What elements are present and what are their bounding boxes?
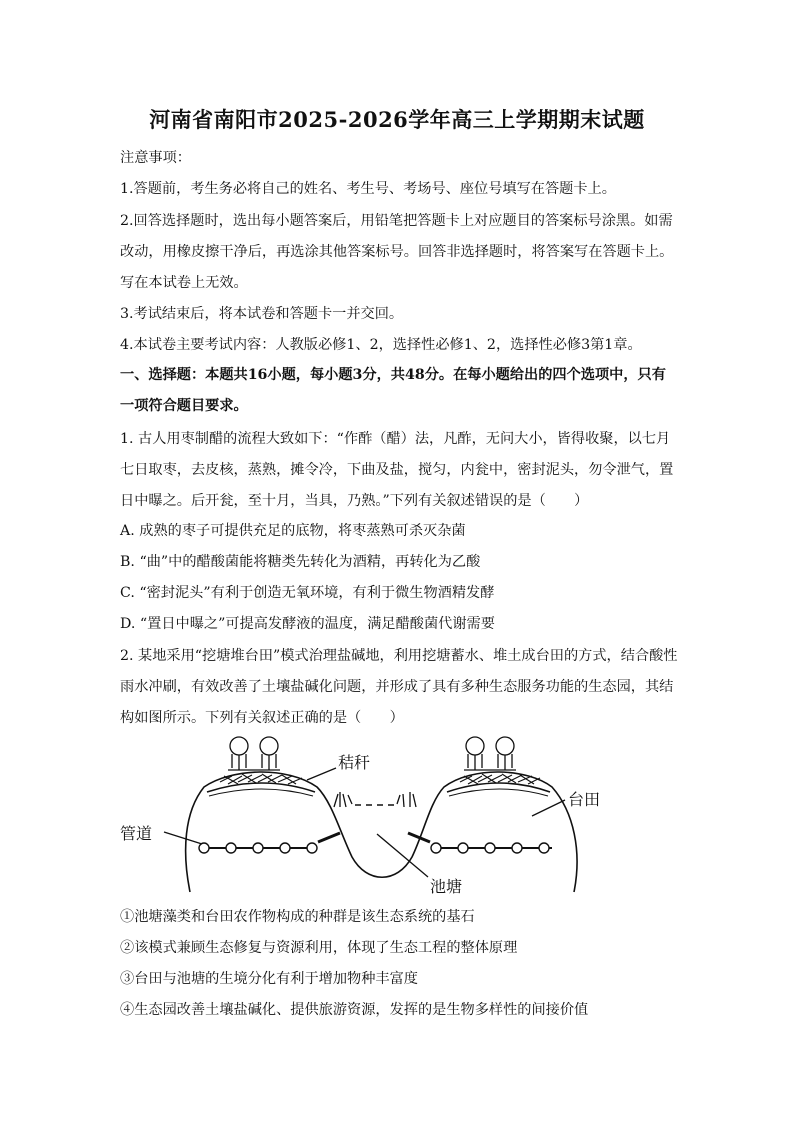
q2-stem: 构如图所示。下列有关叙述正确的是（ ）	[120, 710, 404, 726]
straw-layer	[449, 789, 548, 796]
notice-item: 3.考试结束后，将本试卷和答题卡一并交回。	[120, 306, 404, 322]
leader-lines	[164, 768, 565, 877]
label-pipe: 管道	[120, 824, 153, 843]
q1-stem: 七日取枣，去皮核，蒸熟，摊令冷，下曲及盐，搅匀，内瓮中，密封泥头，勿令泄气，置	[120, 462, 674, 478]
q1-option-c: C. “密封泥头”有利于创造无氧环境，有利于微生物酒精发酵	[120, 585, 495, 601]
straw-layer	[207, 783, 315, 792]
q2-statement-3: ③台田与池塘的生境分化有利于增加物种丰富度	[120, 971, 418, 987]
label-pond: 池塘	[430, 877, 463, 896]
q1-option-b: B. “曲”中的醋酸菌能将糖类先转化为酒精，再转化为乙酸	[120, 554, 481, 570]
q2-statement-4: ④生态园改善土壤盐碱化、提供旅游资源，发挥的是生物多样性的间接价值	[120, 1002, 589, 1018]
notice-heading: 注意事项：	[120, 150, 191, 166]
q1-option-a: A. 成熟的枣子可提供充足的底物，将枣蒸熟可杀灭杂菌	[120, 523, 466, 539]
section-heading-cont: 一项符合题目要求。	[120, 398, 248, 414]
pond-platform-diagram	[112, 732, 632, 897]
straw-layer	[209, 789, 313, 796]
notice-item: 写在本试卷上无效。	[120, 275, 248, 291]
notice-item: 1.答题前，考生务必将自己的姓名、考生号、考场号、座位号填写在答题卡上。	[120, 181, 616, 197]
tree-icons-right	[464, 737, 516, 770]
q1-stem: 1. 古人用枣制醋的流程大致如下：“作酢（醋）法，凡酢，无问大小，皆得收聚，以七月	[120, 431, 671, 447]
notice-item: 2.回答选择题时，选出每小题答案后，用铅笔把答题卡上对应题目的答案标号涂黑。如需	[120, 213, 673, 229]
q1-option-d: D. “置日中曝之”可提高发酵液的温度，满足醋酸菌代谢需要	[120, 616, 495, 632]
q2-statement-2: ②该模式兼顾生态修复与资源利用，体现了生态工程的整体原理	[120, 940, 518, 956]
q2-stem: 2. 某地采用“挖塘堆台田”模式治理盐碱地，利用挖塘蓄水、堆土成台田的方式，结合酸性	[120, 648, 678, 664]
section-heading: 一、选择题：本题共16小题，每小题3分，共48分。在每小题给出的四个选项中，只有	[120, 367, 666, 383]
label-platform: 台田	[568, 790, 601, 809]
q1-stem: 日中曝之。后开瓮，至十月，当具，乃熟。”下列有关叙述错误的是（ ）	[120, 493, 589, 509]
label-straw: 秸秆	[338, 753, 371, 772]
grass-icons	[334, 792, 416, 807]
q2-statement-1: ①池塘藻类和台田农作物构成的种群是该生态系统的基石	[120, 909, 475, 925]
pipe-right	[408, 833, 552, 848]
straw-layer	[447, 783, 550, 792]
diagram-drawing	[112, 732, 632, 897]
notice-item: 改动，用橡皮擦干净后，再选涂其他答案标号。回答非选择题时，将答案写在答题卡上。	[120, 244, 674, 260]
q2-stem: 雨水冲刷，有效改善了土壤盐碱化问题，并形成了具有多种生态服务功能的生态园，其结	[120, 679, 674, 695]
pipe-left	[204, 833, 340, 848]
notice-item: 4.本试卷主要考试内容：人教版必修1、2，选择性必修1、2，选择性必修3第1章。	[120, 337, 642, 353]
tree-icons-left	[228, 737, 280, 770]
page-title: 河南省南阳市2025-2026学年高三上学期期末试题	[149, 107, 645, 132]
